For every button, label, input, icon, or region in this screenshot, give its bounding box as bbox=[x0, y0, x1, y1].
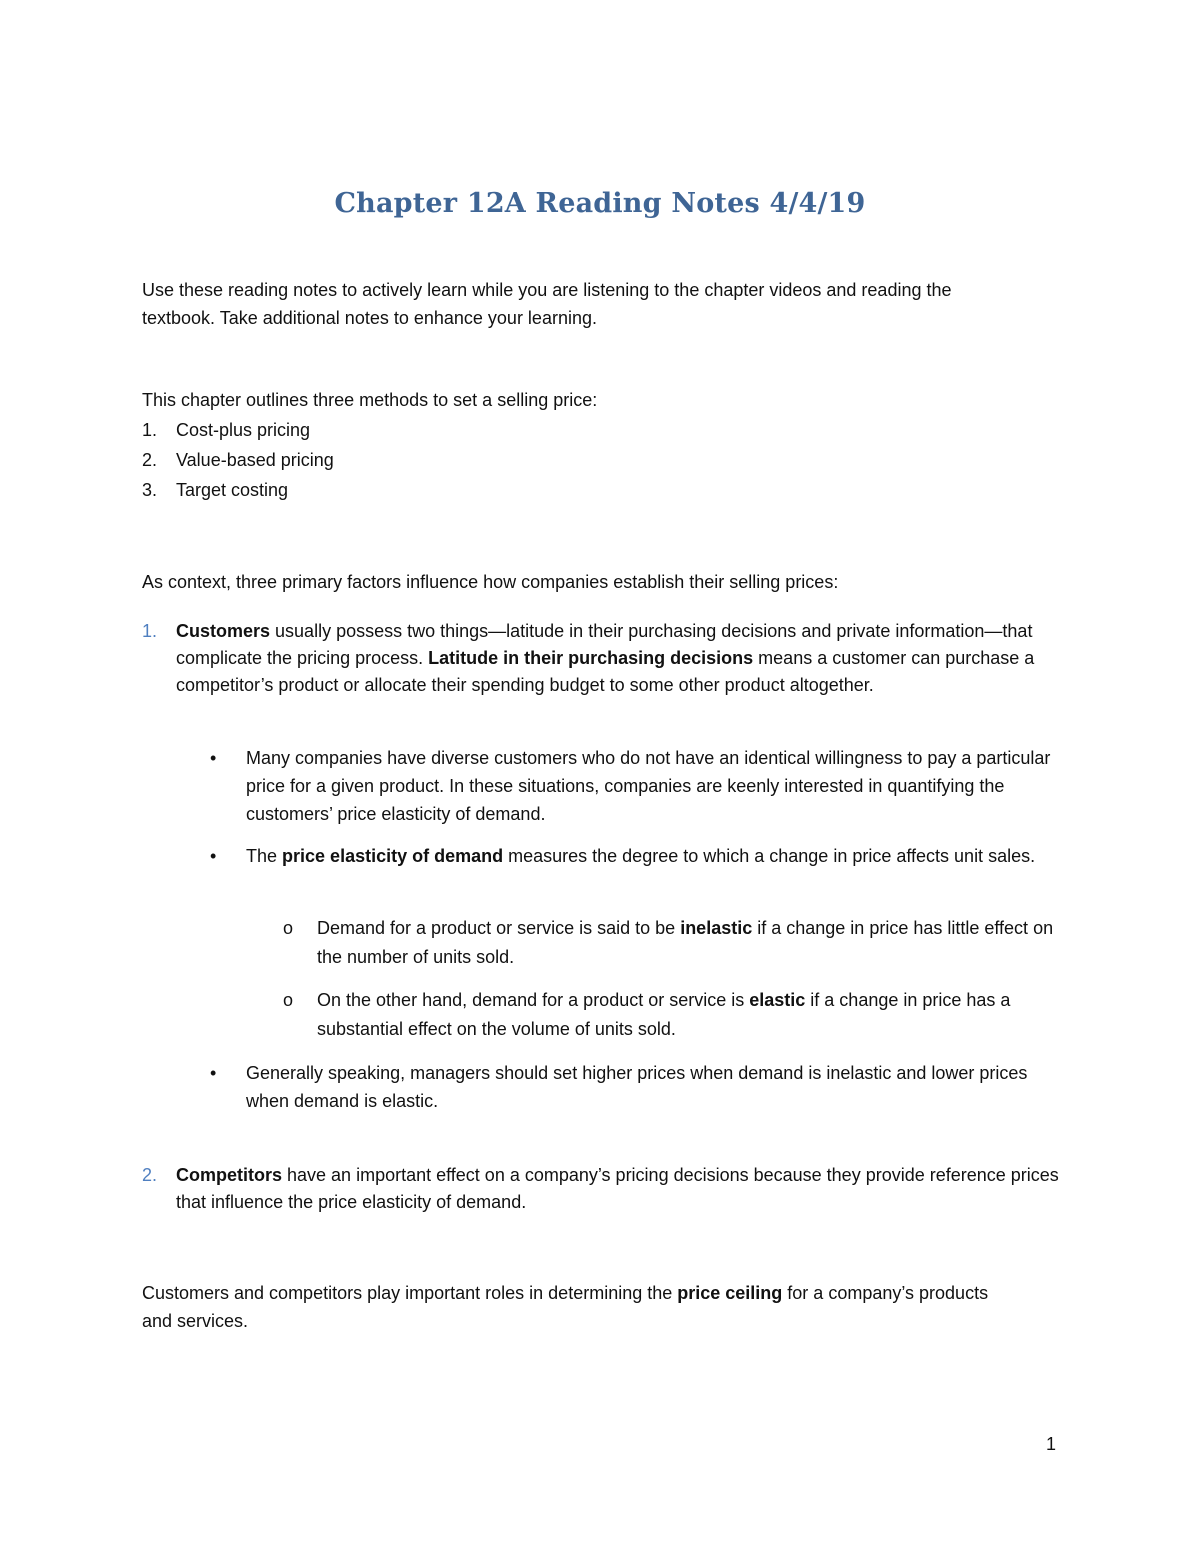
sub-bullet-post: if a change in price has a substantial effect on the volume of units sold. bbox=[317, 990, 1011, 1039]
sub-bullet-term: inelastic bbox=[680, 918, 753, 938]
bullet-text-pre: The bbox=[246, 846, 283, 866]
factor-body: usually possess two things—latitude in their purchasing decisions and private information—that complicate the pricing process. bbox=[176, 621, 1033, 668]
factor-term: Competitors bbox=[176, 1165, 283, 1185]
closing-pre: Customers and competitors play important roles in determining the bbox=[142, 1283, 678, 1303]
closing-paragraph bbox=[142, 1279, 1022, 1335]
sub-bullet-text bbox=[317, 914, 1063, 972]
closing-term: price ceiling bbox=[677, 1283, 783, 1303]
intro-line-1: Use these reading notes to actively learn while you are listening to the chapter videos and reading the bbox=[142, 280, 952, 300]
sub-bullet-post: if a change in price has little effect on the number of units sold. bbox=[317, 918, 1054, 967]
bullet-icon: • bbox=[210, 846, 217, 866]
factor-text bbox=[176, 1162, 1062, 1216]
circle-bullet-icon: o bbox=[283, 990, 294, 1010]
factor-term: Customers bbox=[176, 621, 271, 641]
circle-bullet-icon: o bbox=[283, 918, 294, 938]
bullet-item bbox=[210, 842, 1060, 870]
intro-line-2: textbook. Take additional notes to enhance your learning. bbox=[142, 308, 597, 328]
list-item bbox=[142, 475, 334, 505]
page-number: 1 bbox=[1046, 1434, 1057, 1454]
list-label: Cost-plus pricing bbox=[176, 420, 311, 440]
sub-bullet-pre: Demand for a product or service is said to be bbox=[317, 918, 681, 938]
factor-customers bbox=[142, 618, 1062, 699]
list-number: 1. bbox=[142, 420, 158, 440]
sub-bullet-term: elastic bbox=[749, 990, 806, 1010]
list-label: Target costing bbox=[176, 480, 289, 500]
list-item bbox=[142, 415, 334, 445]
bullet-term: price elasticity of demand bbox=[282, 846, 504, 866]
closing-post: for a company’s products and services. bbox=[142, 1283, 989, 1331]
bullet-icon: • bbox=[210, 748, 217, 768]
list-number: 2. bbox=[142, 450, 158, 470]
factor-number: 1. bbox=[142, 621, 158, 641]
bullet-text: Many companies have diverse customers who do not have an identical willingness to pay a particular price for a given product. In these situations, companies are keenly interested in quantifying the customers’ price elasticity of demand. bbox=[246, 748, 1051, 824]
sub-bullet-text bbox=[317, 986, 1063, 1044]
bullet-text-post: measures the degree to which a change in price affects unit sales. bbox=[503, 846, 1036, 866]
sub-bullet-item bbox=[283, 914, 1063, 972]
list-label: Value-based pricing bbox=[176, 450, 334, 470]
list-number: 3. bbox=[142, 480, 158, 500]
sub-bullet-pre: On the other hand, demand for a product or service is bbox=[317, 990, 750, 1010]
factor-term: Latitude in their purchasing decisions bbox=[428, 648, 754, 668]
intro-paragraph bbox=[142, 276, 1062, 332]
bullet-text: Generally speaking, managers should set higher prices when demand is inelastic and lower prices when demand is elastic. bbox=[246, 1063, 1028, 1111]
list-item bbox=[142, 445, 334, 475]
page-title: Chapter 12A Reading Notes 4/4/19 bbox=[334, 188, 866, 219]
methods-heading: This chapter outlines three methods to set a selling price: bbox=[142, 390, 598, 410]
sub-bullet-item bbox=[283, 986, 1063, 1044]
factor-text bbox=[176, 618, 1062, 699]
bullet-item bbox=[210, 744, 1060, 828]
factor-body: have an important effect on a company’s pricing decisions because they provide reference prices that influence the price elasticity of demand. bbox=[176, 1165, 1059, 1212]
bullet-text bbox=[246, 842, 1060, 870]
methods-list bbox=[142, 415, 334, 505]
factor-body: means a customer can purchase a competitor’s product or allocate their spending budget to some other product altogether. bbox=[176, 648, 1035, 695]
context-heading: As context, three primary factors influence how companies establish their selling prices: bbox=[142, 572, 839, 592]
bullet-item bbox=[210, 1059, 1060, 1115]
bullet-icon: • bbox=[210, 1063, 217, 1083]
factor-competitors bbox=[142, 1162, 1062, 1216]
factor-number: 2. bbox=[142, 1165, 158, 1185]
